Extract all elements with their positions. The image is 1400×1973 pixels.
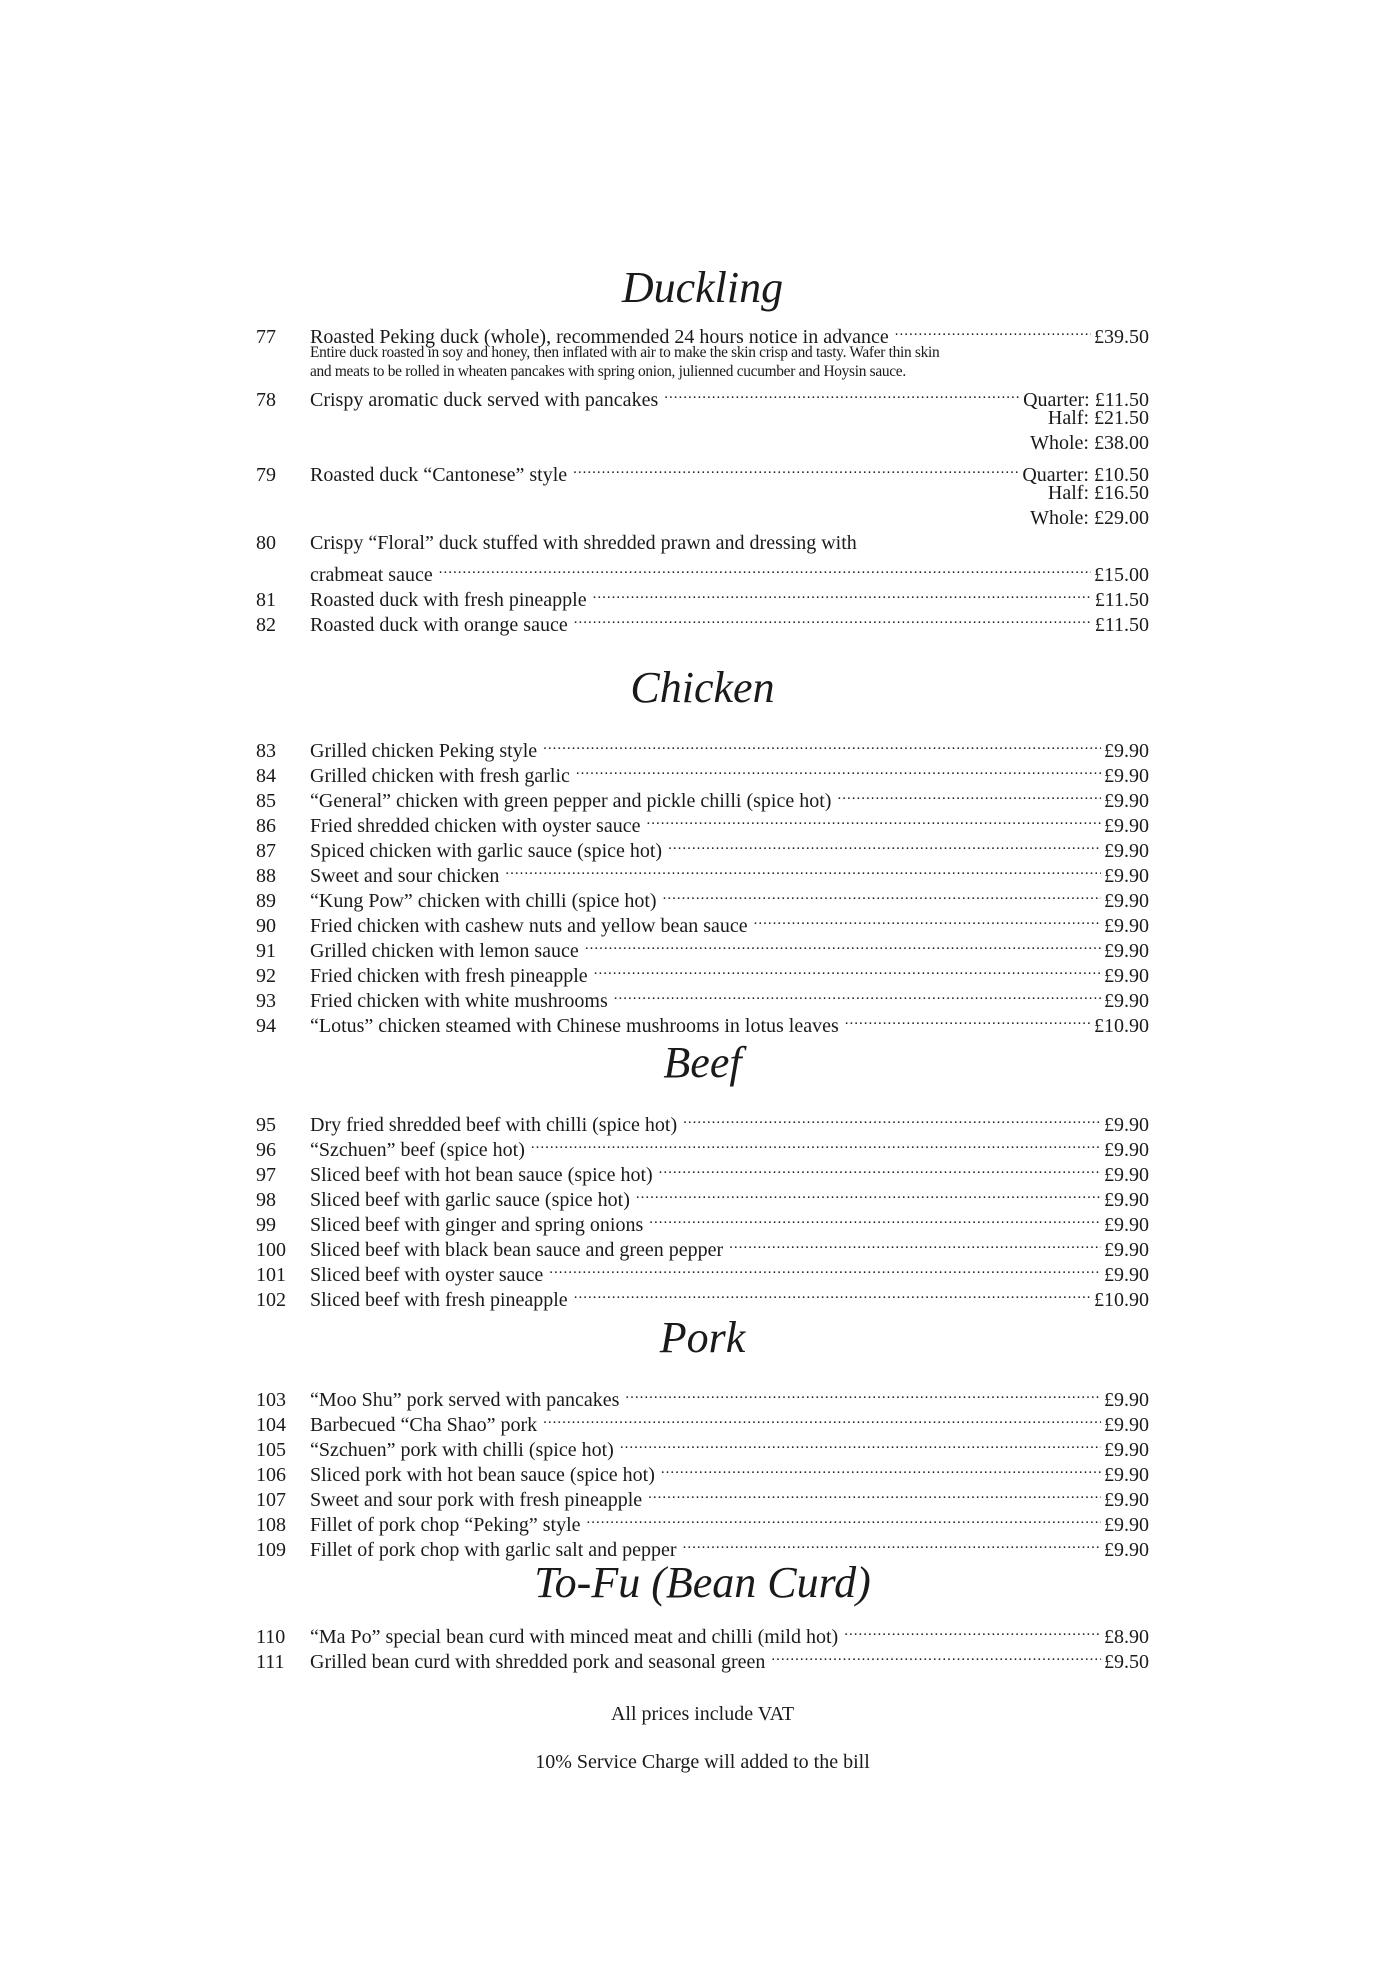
menu-item — [256, 807, 1149, 837]
item-price-option: Whole: £38.00 — [1030, 432, 1149, 454]
menu-item — [256, 882, 1149, 912]
item-number: 79 — [256, 464, 276, 486]
menu-item — [256, 932, 1149, 962]
item-price: £9.50 — [1104, 1651, 1149, 1673]
item-name: Grilled bean curd with shredded pork and seasonal green — [310, 1651, 766, 1673]
dot-leader — [574, 606, 1092, 631]
menu-item — [256, 757, 1149, 787]
item-name: “Szchuen” pork with chilli (spice hot) — [310, 1439, 614, 1461]
dot-leader — [594, 957, 1101, 982]
item-name: Sweet and sour chicken — [310, 865, 500, 887]
menu-item — [256, 606, 1149, 636]
section-heading: Duckling — [621, 263, 784, 312]
dot-leader — [543, 1406, 1101, 1431]
menu-item — [256, 1381, 1149, 1411]
section-items — [256, 318, 1149, 636]
item-number: 96 — [256, 1139, 276, 1161]
item-number: 84 — [256, 765, 276, 787]
item-name: Spiced chicken with garlic sauce (spice hot) — [310, 840, 663, 862]
dot-leader — [845, 1007, 1091, 1032]
item-name: Sliced beef with fresh pineapple — [310, 1289, 568, 1311]
item-name: Sliced beef with garlic sauce (spice hot) — [310, 1189, 630, 1211]
description-line: Entire duck roasted in soy and honey, then inflated with air to make the skin crisp and tasty. Wafer thin skin — [310, 344, 940, 361]
item-number: 100 — [256, 1239, 286, 1261]
dot-leader — [895, 318, 1091, 343]
item-price-option: Half: £21.50 — [1047, 407, 1149, 429]
menu-item — [256, 732, 1149, 762]
section-items — [256, 1381, 1149, 1561]
dot-leader — [625, 1381, 1101, 1406]
item-number: 91 — [256, 940, 276, 962]
item-name: Roasted duck with orange sauce — [310, 614, 568, 636]
vat-notice: All prices include VAT — [610, 1703, 795, 1725]
item-name: Roasted duck with fresh pineapple — [310, 589, 587, 611]
dot-leader — [646, 807, 1101, 832]
item-number: 81 — [256, 589, 276, 611]
dot-leader — [531, 1131, 1101, 1156]
item-number: 92 — [256, 965, 276, 987]
item-number: 86 — [256, 815, 276, 837]
item-price: Quarter: £10.50 — [1022, 464, 1149, 486]
item-price: £9.90 — [1104, 1464, 1149, 1486]
menu-item — [256, 1618, 1149, 1648]
dot-leader — [549, 1256, 1101, 1281]
item-name: Sliced beef with black bean sauce and green pepper — [310, 1239, 724, 1261]
item-name: Sliced beef with oyster sauce — [310, 1264, 544, 1286]
item-number: 94 — [256, 1015, 276, 1037]
item-name: Dry fried shredded beef with chilli (spice hot) — [310, 1114, 678, 1136]
item-name: Fried shredded chicken with oyster sauce — [310, 815, 641, 837]
menu-item — [256, 907, 1149, 937]
dot-leader — [587, 1506, 1101, 1531]
dot-leader — [771, 1643, 1101, 1668]
item-name: Fried chicken with cashew nuts and yellow bean sauce — [310, 915, 748, 937]
item-name-continuation: crabmeat sauce — [310, 564, 433, 586]
item-number: 97 — [256, 1164, 276, 1186]
menu-item — [256, 1007, 1149, 1037]
item-price: £9.90 — [1104, 1264, 1149, 1286]
item-price: £9.90 — [1104, 1189, 1149, 1211]
dot-leader — [663, 882, 1101, 907]
item-name: Roasted Peking duck (whole), recommended 24 hours notice in advance — [310, 326, 889, 348]
item-name: Fillet of pork chop “Peking” style — [310, 1514, 581, 1536]
item-name: Crispy aromatic duck served with pancakes — [310, 389, 659, 411]
item-price: £10.90 — [1094, 1015, 1149, 1037]
menu-item — [256, 381, 1149, 411]
item-number: 109 — [256, 1539, 286, 1561]
menu-item — [256, 456, 1149, 486]
section-items — [256, 1106, 1149, 1311]
item-number: 102 — [256, 1289, 286, 1311]
section-tofu — [256, 1553, 1149, 1673]
section-heading: Chicken — [630, 663, 775, 712]
dot-leader — [574, 1281, 1091, 1306]
menu-item — [256, 982, 1149, 1012]
item-number: 93 — [256, 990, 276, 1012]
item-price-option: Whole: £29.00 — [1030, 507, 1149, 529]
menu-item — [256, 1206, 1149, 1236]
section-heading: Beef — [663, 1038, 742, 1087]
item-price: £9.90 — [1104, 1514, 1149, 1536]
section-heading: To-Fu (Bean Curd) — [534, 1558, 871, 1607]
section-chicken — [256, 658, 1149, 1037]
dot-leader — [505, 857, 1101, 882]
menu-item — [256, 1643, 1149, 1673]
dot-leader — [661, 1456, 1101, 1481]
item-price: £9.90 — [1104, 865, 1149, 887]
item-name: Crispy “Floral” duck stuffed with shredded prawn and dressing with — [310, 532, 857, 554]
item-price: £9.90 — [1104, 890, 1149, 912]
item-name: “Ma Po” special bean curd with minced meat and chilli (mild hot) — [310, 1626, 839, 1648]
dot-leader — [837, 782, 1101, 807]
menu-item — [256, 857, 1149, 887]
item-number: 101 — [256, 1264, 286, 1286]
menu-item — [256, 1156, 1149, 1186]
item-number: 103 — [256, 1389, 286, 1411]
item-price: £8.90 — [1104, 1626, 1149, 1648]
menu-item — [256, 1506, 1149, 1536]
menu-item — [256, 1281, 1149, 1311]
item-number: 88 — [256, 865, 276, 887]
dot-leader — [636, 1181, 1101, 1206]
section-heading: Pork — [659, 1313, 746, 1362]
item-number: 104 — [256, 1414, 286, 1436]
dot-leader — [659, 1156, 1101, 1181]
item-name: Fried chicken with white mushrooms — [310, 990, 608, 1012]
menu-item — [256, 1231, 1149, 1261]
dot-leader — [683, 1106, 1101, 1131]
item-name: Roasted duck “Cantonese” style — [310, 464, 568, 486]
item-price: £9.90 — [1104, 1114, 1149, 1136]
item-price: £9.90 — [1104, 1489, 1149, 1511]
menu-item — [256, 1131, 1149, 1161]
section-beef — [256, 1033, 1149, 1311]
item-price: £9.90 — [1104, 1239, 1149, 1261]
menu-item — [256, 832, 1149, 862]
item-name: Fillet of pork chop with garlic salt and pepper — [310, 1539, 677, 1561]
section-pork — [256, 1308, 1149, 1561]
item-name: Sliced pork with hot bean sauce (spice hot) — [310, 1464, 655, 1486]
item-price: £9.90 — [1104, 740, 1149, 762]
item-price: £9.90 — [1104, 1214, 1149, 1236]
dot-leader — [439, 556, 1091, 581]
item-price: £9.90 — [1104, 1164, 1149, 1186]
item-price: £11.50 — [1094, 614, 1149, 636]
item-name: Grilled chicken Peking style — [310, 740, 538, 762]
dot-leader — [729, 1231, 1101, 1256]
dot-leader — [576, 757, 1101, 782]
item-price: £9.90 — [1104, 1414, 1149, 1436]
item-name: Sweet and sour pork with fresh pineapple — [310, 1489, 643, 1511]
dot-leader — [543, 732, 1101, 757]
item-number: 85 — [256, 790, 276, 812]
dot-leader — [844, 1618, 1101, 1643]
section-duckling — [256, 258, 1149, 636]
menu-item — [256, 782, 1149, 812]
item-price: £9.90 — [1104, 1439, 1149, 1461]
dot-leader — [668, 832, 1101, 857]
item-number: 87 — [256, 840, 276, 862]
menu-item — [256, 531, 1149, 556]
item-name: Barbecued “Cha Shao” pork — [310, 1414, 538, 1436]
item-price: £9.90 — [1104, 990, 1149, 1012]
item-name: “Szchuen” beef (spice hot) — [310, 1139, 525, 1161]
menu-item — [256, 1431, 1149, 1461]
item-number: 107 — [256, 1489, 286, 1511]
item-number: 105 — [256, 1439, 286, 1461]
dot-leader — [593, 581, 1092, 606]
dot-leader — [620, 1431, 1101, 1456]
item-number: 90 — [256, 915, 276, 937]
item-number: 99 — [256, 1214, 276, 1236]
item-price: £9.90 — [1104, 915, 1149, 937]
item-price: £11.50 — [1094, 589, 1149, 611]
item-name: Grilled chicken with lemon sauce — [310, 940, 579, 962]
description-line: and meats to be rolled in wheaten pancakes with spring onion, julienned cucumber and Hoysin sauce. — [310, 363, 906, 380]
menu-item — [256, 1106, 1149, 1136]
item-name: Grilled chicken with fresh garlic — [310, 765, 570, 787]
item-number: 83 — [256, 740, 276, 762]
dot-leader — [664, 381, 1020, 406]
menu-item — [256, 1181, 1149, 1211]
item-number: 98 — [256, 1189, 276, 1211]
item-name: Sliced beef with ginger and spring onions — [310, 1214, 644, 1236]
menu-item — [256, 1456, 1149, 1486]
item-number: 95 — [256, 1114, 276, 1136]
item-number: 77 — [256, 326, 276, 348]
item-number: 106 — [256, 1464, 286, 1486]
menu-item — [256, 1256, 1149, 1286]
menu-item — [256, 957, 1149, 987]
menu-item-continuation — [256, 556, 1149, 586]
dot-leader — [754, 907, 1101, 932]
menu-item — [256, 318, 1149, 348]
section-items — [256, 1618, 1149, 1673]
item-number: 108 — [256, 1514, 286, 1536]
item-price: £9.90 — [1104, 940, 1149, 962]
item-name: “Lotus” chicken steamed with Chinese mushrooms in lotus leaves — [310, 1015, 839, 1037]
item-name: “Kung Pow” chicken with chilli (spice hot) — [310, 890, 657, 912]
item-number: 89 — [256, 890, 276, 912]
item-price: £15.00 — [1094, 564, 1149, 586]
item-price: £39.50 — [1094, 326, 1149, 348]
item-price: £9.90 — [1104, 840, 1149, 862]
service-charge-notice: 10% Service Charge will added to the bill — [535, 1751, 870, 1773]
item-number: 78 — [256, 389, 276, 411]
item-price: £9.90 — [1104, 1389, 1149, 1411]
item-price: Quarter: £11.50 — [1023, 389, 1149, 411]
item-name: Fried chicken with fresh pineapple — [310, 965, 588, 987]
menu-item — [256, 581, 1149, 611]
dot-leader — [614, 982, 1101, 1007]
item-name: “Moo Shu” pork served with pancakes — [310, 1389, 620, 1411]
item-price: £9.90 — [1104, 965, 1149, 987]
item-number: 80 — [256, 532, 276, 554]
dot-leader — [573, 456, 1019, 481]
item-price: £9.90 — [1104, 1539, 1149, 1561]
item-price: £9.90 — [1104, 765, 1149, 787]
item-price: £10.90 — [1094, 1289, 1149, 1311]
dot-leader — [648, 1481, 1101, 1506]
item-number: 82 — [256, 614, 276, 636]
item-price: £9.90 — [1104, 815, 1149, 837]
item-number: 110 — [256, 1626, 286, 1648]
dot-leader — [585, 932, 1101, 957]
item-price: £9.90 — [1104, 1139, 1149, 1161]
menu-item — [256, 1406, 1149, 1436]
item-price-option: Half: £16.50 — [1047, 482, 1149, 504]
item-name: Sliced beef with hot bean sauce (spice hot) — [310, 1164, 653, 1186]
menu-item — [256, 1481, 1149, 1511]
item-price: £9.90 — [1104, 790, 1149, 812]
dot-leader — [649, 1206, 1101, 1231]
section-items — [256, 732, 1149, 1037]
item-number: 111 — [256, 1651, 285, 1673]
item-name: “General” chicken with green pepper and pickle chilli (spice hot) — [310, 790, 832, 812]
